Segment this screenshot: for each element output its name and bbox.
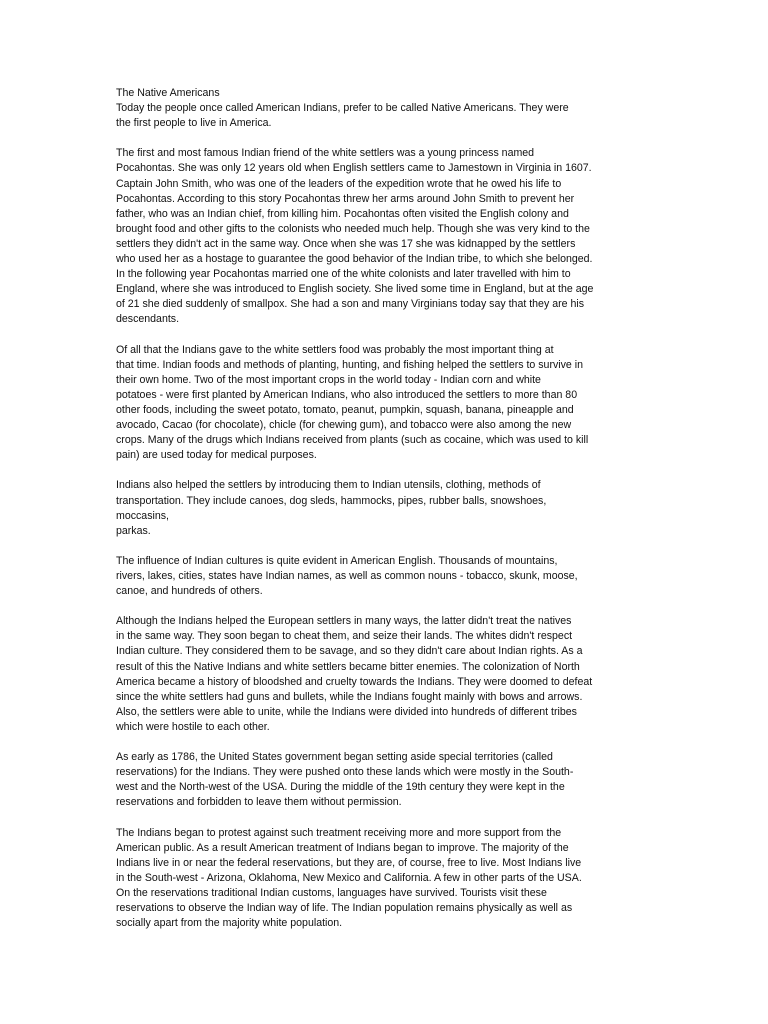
text-line: other foods, including the sweet potato, tomato, peanut, pumpkin, squash, banana, pineapple and: [116, 403, 574, 416]
text-line: pain) are used today for medical purposes.: [116, 449, 317, 462]
document-page: [116, 86, 646, 946]
text-line: rivers, lakes, cities, states have Indian names, as well as common nouns - tobacco, skunk, moose,: [116, 570, 578, 582]
text-line: reservations to observe the Indian way of life. The Indian population remains physically as well as: [116, 902, 573, 915]
paragraph: [116, 146, 646, 327]
text-line: who used her as a hostage to guarantee the good behavior of the Indian tribe, to which she belonged.: [116, 253, 593, 266]
text-line: that time. Indian foods and methods of planting, hunting, and fishing helped the settlers to survive in: [116, 358, 584, 371]
text-line: which were hostile to each other.: [116, 720, 270, 733]
text-line: brought food and other gifts to the colonists who needed much help. Though she was very kind to the: [116, 222, 590, 235]
text-line: canoe, and hundreds of others.: [116, 585, 263, 598]
paragraph: [116, 343, 646, 464]
text-line: Captain John Smith, who was one of the leaders of the expedition wrote that he owed his life to: [116, 177, 562, 190]
text-line: American public. As a result American treatment of Indians began to improve. The majority of the: [116, 841, 569, 854]
text-line: The Indians began to protest against such treatment receiving more and more support from the: [116, 826, 562, 839]
text-line: The first and most famous Indian friend of the white settlers was a young princess named: [116, 147, 535, 160]
text-line: Indians live in or near the federal reservations, but they are, of course, free to live. Most Indians live: [116, 856, 582, 869]
text-line: the first people to live in America.: [116, 117, 272, 130]
text-line: England, where she was introduced to English society. She lived some time in England, but at the age: [116, 283, 594, 296]
text-line: west and the North-west of the USA. During the middle of the 19th century they were kept in the: [116, 781, 565, 794]
text-line: avocado, Cacao (for chocolate), chicle (for chewing gum), and tobacco were also among the new: [116, 419, 572, 432]
text-line: Although the Indians helped the European settlers in many ways, the latter didn't treat the natives: [116, 615, 572, 628]
text-line: Of all that the Indians gave to the white settlers food was probably the most important thing at: [116, 343, 554, 356]
text-line: Also, the settlers were able to unite, while the Indians were divided into hundreds of different tribes: [116, 705, 577, 718]
document-title: The Native Americans: [116, 87, 220, 99]
paragraph: [116, 614, 646, 735]
text-line: Pocahontas. According to this story Pocahontas threw her arms around John Smith to prevent her: [116, 192, 575, 205]
text-line: crops. Many of the drugs which Indians received from plants (such as cocaine, which was used to kill: [116, 434, 589, 447]
text-line: result of this the Native Indians and white settlers became bitter enemies. The colonization of North: [116, 660, 580, 673]
text-line: Indians also helped the settlers by introducing them to Indian utensils, clothing, methods of: [116, 479, 541, 492]
text-line: moccasins,: [116, 509, 169, 522]
text-line: since the white settlers had guns and bullets, while the Indians fought mainly with bows and arrows.: [116, 690, 583, 703]
text-line: Pocahontas. She was only 12 years old when English settlers came to Jamestown in Virginia in 1607.: [116, 162, 592, 175]
paragraph: [116, 554, 646, 599]
text-line: On the reservations traditional Indian customs, languages have survived. Tourists visit these: [116, 886, 547, 899]
text-line: socially apart from the majority white population.: [116, 917, 343, 930]
paragraph: [116, 101, 646, 131]
paragraph: [116, 750, 646, 810]
text-line: potatoes - were first planted by American Indians, who also introduced the settlers to more than 80: [116, 388, 578, 401]
paragraph: [116, 478, 646, 538]
text-line: transportation. They include canoes, dog sleds, hammocks, pipes, rubber balls, snowshoes,: [116, 494, 547, 507]
document-body: [116, 101, 646, 931]
text-line: America became a history of bloodshed and cruelty towards the Indians. They were doomed to defeat: [116, 675, 593, 688]
text-line: Today the people once called American Indians, prefer to be called Native Americans. They were: [116, 102, 569, 115]
text-line: In the following year Pocahontas married one of the white colonists and later travelled with him to: [116, 268, 571, 281]
text-line: in the same way. They soon began to cheat them, and seize their lands. The whites didn't respect: [116, 630, 573, 643]
text-line: their own home. Two of the most important crops in the world today - Indian corn and white: [116, 373, 541, 386]
text-line: father, who was an Indian chief, from killing him. Pocahontas often visited the English colony and: [116, 207, 569, 220]
text-line: in the South-west - Arizona, Oklahoma, New Mexico and California. A few in other parts of the USA.: [116, 871, 582, 884]
paragraph: [116, 826, 646, 932]
text-line: reservations) for the Indians. They were pushed onto these lands which were mostly in the South-: [116, 766, 574, 779]
text-line: settlers they didn't act in the same way. Once when she was 17 she was kidnapped by the settlers: [116, 237, 576, 250]
text-line: The influence of Indian cultures is quite evident in American English. Thousands of mountains,: [116, 554, 558, 567]
text-line: As early as 1786, the United States government began setting aside special territories (called: [116, 751, 553, 764]
text-line: descendants.: [116, 313, 180, 326]
text-line: Indian culture. They considered them to be savage, and so they didn't care about Indian rights. As a: [116, 645, 583, 658]
text-line: of 21 she died suddenly of smallpox. She had a son and many Virginians today say that they are his: [116, 298, 584, 311]
text-line: reservations and forbidden to leave them without permission.: [116, 796, 402, 809]
text-line: parkas.: [116, 524, 151, 537]
